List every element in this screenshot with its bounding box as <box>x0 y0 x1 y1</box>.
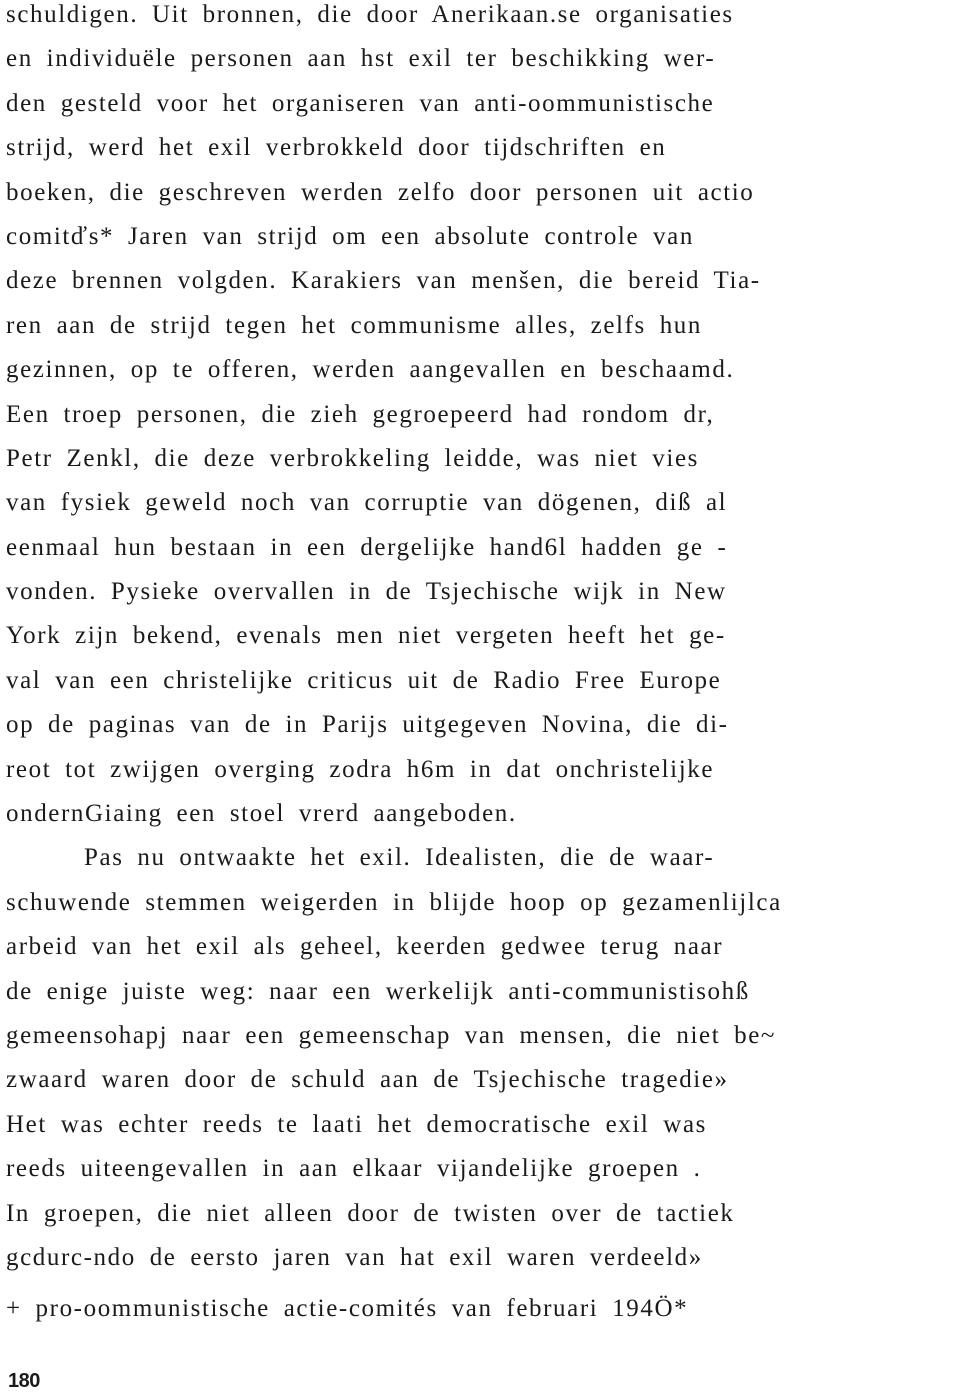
text-line: Petr Zenkl, die deze verbrokkeling leidde, was niet vies <box>6 444 699 472</box>
text-line: zwaard waren door de schuld aan de Tsjechische tragedie» <box>6 1066 729 1094</box>
text-line: Het was echter reeds te laati het democratische exil was <box>6 1110 707 1138</box>
text-line: de enige juiste weg: naar een werkelijk anti-communistisohß <box>6 977 750 1005</box>
text-line: val van een christelijke criticus uit de Radio Free Europe <box>6 666 722 694</box>
page-number: 180 <box>8 1370 40 1392</box>
text-line: reeds uiteengevallen in aan elkaar vijandelijke groepen . <box>6 1155 702 1183</box>
text-line: vonden. Pysieke overvallen in de Tsjechische wijk in New <box>6 578 727 606</box>
text-line: comitďs* Jaren van strijd om een absolute controle van <box>6 222 694 250</box>
text-line: In groepen, die niet alleen door de twisten over de tactiek <box>6 1199 735 1227</box>
text-line: eenmaal hun bestaan in een dergelijke hand6l hadden ge - <box>6 533 728 561</box>
footnote: + pro-oommunistische actie-comités van februari 194Ö* <box>6 1295 689 1322</box>
text-line: schuwende stemmen weigerden in blijde hoop op gezamenlijlca <box>6 888 782 916</box>
paragraph-start-line: Pas nu ontwaakte het exil. Idealisten, die de waar- <box>84 844 715 872</box>
text-line: boeken, die geschreven werden zelfo door personen uit actio <box>6 178 755 206</box>
text-line: den gesteld voor het organiseren van anti-oommunistische <box>6 89 715 117</box>
text-line: op de paginas van de in Parijs uitgegeven Novina, die di- <box>6 711 729 739</box>
body-text <box>6 0 956 1287</box>
text-line: en individuële personen aan hst exil ter beschikking wer- <box>6 45 716 73</box>
text-line: ren aan de strijd tegen het communisme alles, zelfs hun <box>6 311 702 339</box>
text-line: gezinnen, op te offeren, werden aangevallen en beschaamd. <box>6 356 735 384</box>
text-line: arbeid van het exil als geheel, keerden gedwee terug naar <box>6 933 724 961</box>
text-line: schuldigen. Uit bronnen, die door Anerikaan.se organisaties <box>6 1 734 28</box>
text-line: van fysiek geweld noch van corruptie van dögenen, diß al <box>6 489 728 517</box>
text-line: reot tot zwijgen overging zodra h6m in dat onchristelijke <box>6 755 715 783</box>
text-line: gcdurc-ndo de eersto jaren van hat exil waren verdeeld» <box>6 1243 703 1271</box>
text-line: York zijn bekend, evenals men niet vergeten heeft het ge- <box>6 622 726 650</box>
text-line: deze brennen volgden. Karakiers van menšen, die bereid Tia- <box>6 267 761 295</box>
text-line: gemeensohapj naar een gemeenschap van mensen, die niet be~ <box>6 1021 777 1049</box>
text-line: Een troep personen, die zieh gegroepeerd had rondom dr, <box>6 400 715 428</box>
text-line: ondernGiaing een stoel vrerd aangeboden. <box>6 800 517 828</box>
text-line: strijd, werd het exil verbrokkeld door tijdschriften en <box>6 134 667 162</box>
